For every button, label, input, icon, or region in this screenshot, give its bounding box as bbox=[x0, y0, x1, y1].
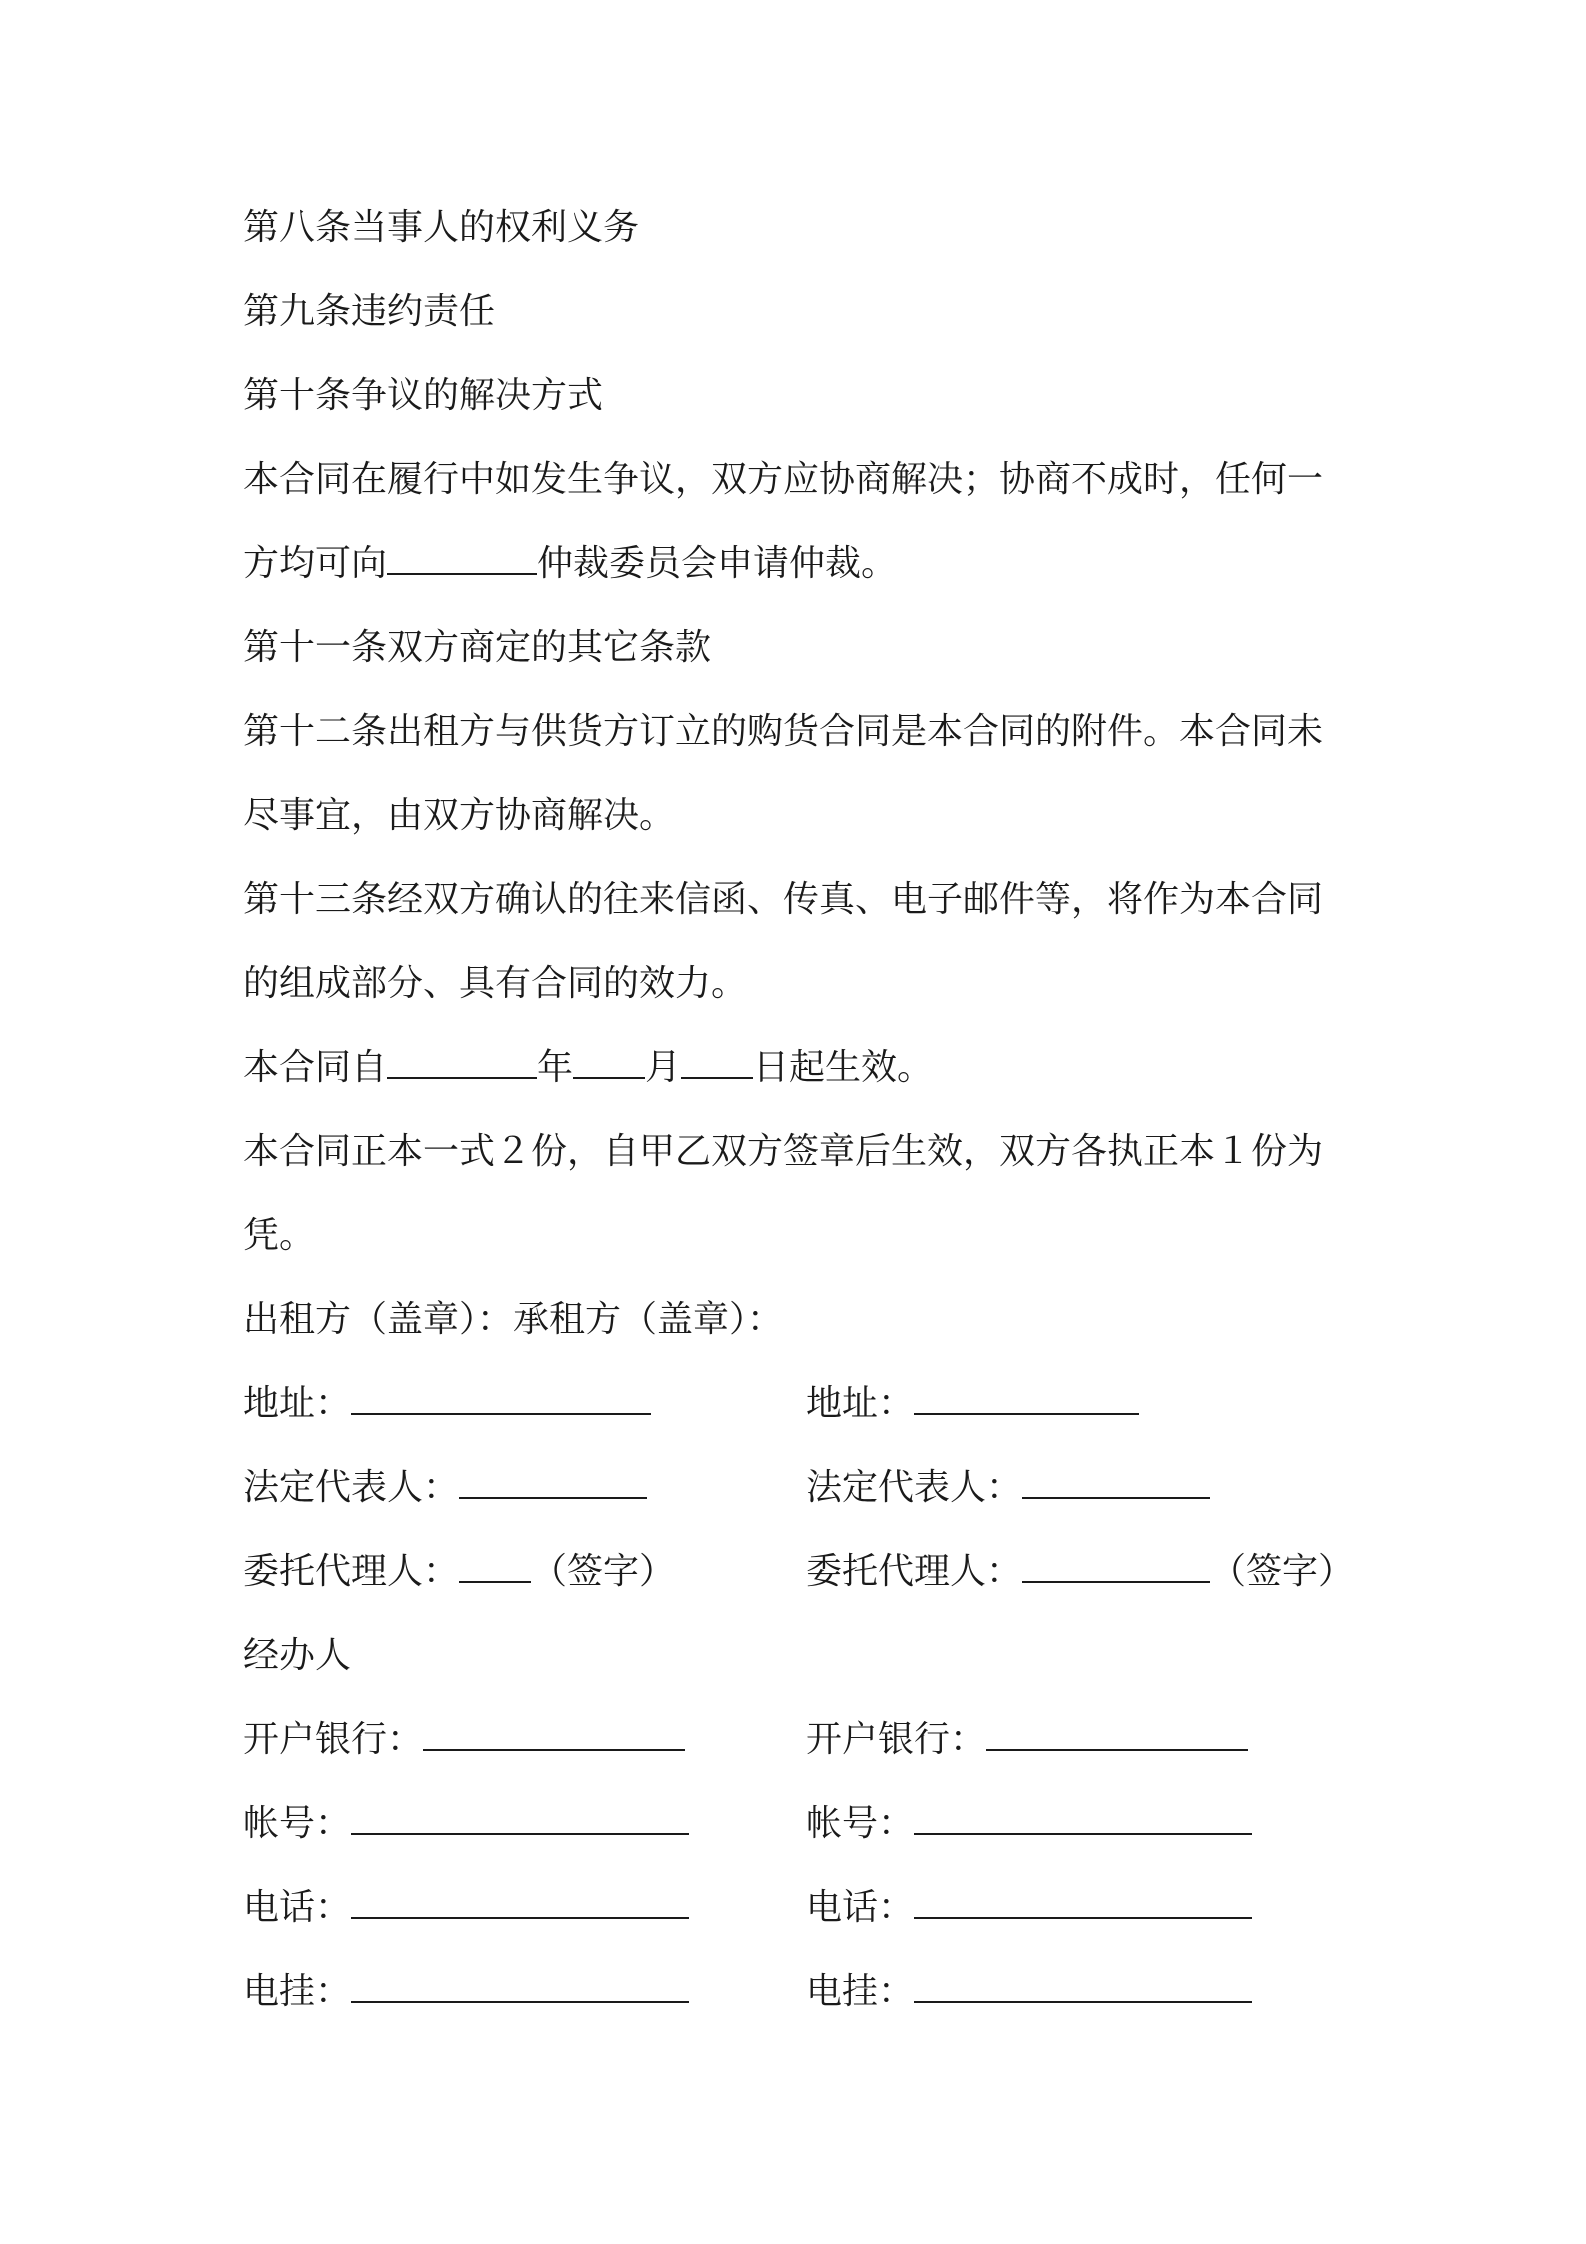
article-13-line-1: 第十三条经双方确认的往来信函、传真、电子邮件等，将作为本合同 bbox=[243, 879, 1324, 920]
effective-date-prefix: 本合同自 bbox=[243, 1047, 388, 1088]
lessor-legal-rep-row bbox=[243, 1466, 647, 1510]
lessor-telegraph-blank[interactable] bbox=[351, 1971, 689, 2003]
lessor-account-row bbox=[243, 1802, 689, 1846]
month-blank[interactable] bbox=[573, 1047, 645, 1079]
copies-clause-line-2: 凭。 bbox=[243, 1215, 316, 1256]
day-label: 日起生效。 bbox=[753, 1047, 934, 1088]
lessee-agent-row bbox=[806, 1550, 1354, 1594]
account-label: 帐号： bbox=[243, 1803, 352, 1844]
lessee-telegraph-row bbox=[806, 1970, 1252, 2014]
article-11-heading: 第十一条双方商定的其它条款 bbox=[243, 627, 712, 668]
dispute-clause-suffix: 仲裁委员会申请仲裁。 bbox=[537, 543, 898, 584]
parties-seal-header: 出租方（盖章）：承租方（盖章）： bbox=[243, 1299, 784, 1340]
telegraph-label: 电挂： bbox=[806, 1971, 915, 2012]
bank-label: 开户银行： bbox=[243, 1719, 424, 1760]
lessee-address-row bbox=[806, 1382, 1139, 1426]
legal-rep-label: 法定代表人： bbox=[806, 1467, 1023, 1508]
dispute-clause-line-1: 本合同在履行中如发生争议，双方应协商解决；协商不成时，任何一 bbox=[243, 459, 1324, 500]
lessee-phone-row bbox=[806, 1886, 1252, 1930]
lessee-telegraph-blank[interactable] bbox=[914, 1971, 1252, 2003]
address-label: 地址： bbox=[806, 1383, 915, 1424]
lessor-phone-blank[interactable] bbox=[351, 1887, 689, 1919]
lessee-address-blank[interactable] bbox=[914, 1383, 1139, 1415]
agent-label: 委托代理人： bbox=[806, 1551, 1023, 1592]
dispute-clause-prefix: 方均可向 bbox=[243, 543, 388, 584]
article-10-heading: 第十条争议的解决方式 bbox=[243, 375, 604, 416]
article-12-line-1: 第十二条出租方与供货方订立的购货合同是本合同的附件。本合同未 bbox=[243, 711, 1324, 752]
year-blank[interactable] bbox=[387, 1047, 537, 1079]
lessee-phone-blank[interactable] bbox=[914, 1887, 1252, 1919]
lessee-agent-blank[interactable] bbox=[1022, 1551, 1210, 1583]
lessor-address-row bbox=[243, 1382, 651, 1426]
lessee-legal-rep-row bbox=[806, 1466, 1210, 1510]
agent-label: 委托代理人： bbox=[243, 1551, 460, 1592]
sign-label: （签字） bbox=[1210, 1551, 1355, 1592]
sign-label: （签字） bbox=[531, 1551, 676, 1592]
year-label: 年 bbox=[537, 1047, 574, 1088]
lessee-bank-row bbox=[806, 1718, 1248, 1762]
lessor-agent-row bbox=[243, 1550, 675, 1594]
lessee-account-row bbox=[806, 1802, 1252, 1846]
lessee-bank-blank[interactable] bbox=[986, 1719, 1248, 1751]
telegraph-label: 电挂： bbox=[243, 1971, 352, 2012]
phone-label: 电话： bbox=[243, 1887, 352, 1928]
handler-label: 经办人 bbox=[243, 1635, 352, 1676]
lessee-account-blank[interactable] bbox=[914, 1803, 1252, 1835]
day-blank[interactable] bbox=[681, 1047, 753, 1079]
lessor-phone-row bbox=[243, 1886, 689, 1930]
arbitration-committee-blank[interactable] bbox=[387, 543, 537, 575]
month-label: 月 bbox=[645, 1047, 682, 1088]
legal-rep-label: 法定代表人： bbox=[243, 1467, 460, 1508]
article-8-heading: 第八条当事人的权利义务 bbox=[243, 207, 640, 248]
lessor-legal-rep-blank[interactable] bbox=[459, 1467, 647, 1499]
phone-label: 电话： bbox=[806, 1887, 915, 1928]
bank-label: 开户银行： bbox=[806, 1719, 987, 1760]
effective-date-line bbox=[243, 1046, 933, 1090]
lessor-bank-blank[interactable] bbox=[423, 1719, 685, 1751]
lessor-account-blank[interactable] bbox=[351, 1803, 689, 1835]
address-label: 地址： bbox=[243, 1383, 352, 1424]
lessor-telegraph-row bbox=[243, 1970, 689, 2014]
lessor-bank-row bbox=[243, 1718, 685, 1762]
article-9-heading: 第九条违约责任 bbox=[243, 291, 496, 332]
lessee-legal-rep-blank[interactable] bbox=[1022, 1467, 1210, 1499]
copies-clause-line-1: 本合同正本一式２份，自甲乙双方签章后生效，双方各执正本１份为 bbox=[243, 1131, 1324, 1172]
article-13-line-2: 的组成部分、具有合同的效力。 bbox=[243, 963, 748, 1004]
lessor-address-blank[interactable] bbox=[351, 1383, 651, 1415]
dispute-clause-line-2 bbox=[243, 542, 897, 586]
account-label: 帐号： bbox=[806, 1803, 915, 1844]
lessor-agent-blank[interactable] bbox=[459, 1551, 531, 1583]
article-12-line-2: 尽事宜，由双方协商解决。 bbox=[243, 795, 676, 836]
